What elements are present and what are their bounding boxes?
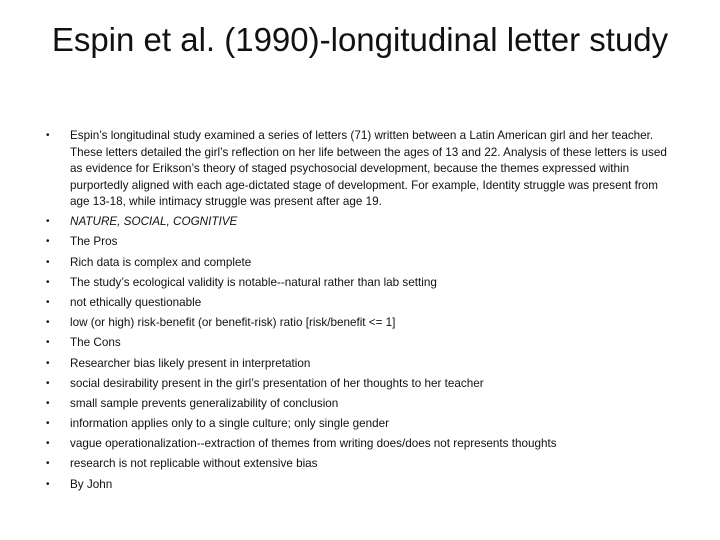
bullet-item xyxy=(40,356,680,373)
bullet-marker: • xyxy=(46,317,50,329)
bullet-item xyxy=(40,335,680,352)
bullet-marker: • xyxy=(46,130,50,141)
bullet-marker: • xyxy=(46,256,50,268)
bullet-text: NATURE, SOCIAL, COGNITIVE xyxy=(70,215,238,229)
bullet-text: information applies only to a single culture; only single gender xyxy=(70,417,389,431)
bullet-text: By John xyxy=(70,477,113,491)
bullet-item xyxy=(40,396,680,413)
bullet-item xyxy=(40,456,680,473)
bullet-item xyxy=(40,436,680,453)
bullet-marker: • xyxy=(46,397,50,409)
bullet-text: Researcher bias likely present in interpretation xyxy=(70,356,311,370)
bullet-item xyxy=(40,234,680,251)
bullet-text: small sample prevents generalizability of conclusion xyxy=(70,396,339,410)
bullet-marker: • xyxy=(46,216,50,228)
bullet-marker: • xyxy=(46,418,50,430)
bullet-text: low (or high) risk-benefit (or benefit-risk) ratio [risk/benefit <= 1] xyxy=(70,316,396,330)
bullet-marker: • xyxy=(46,276,50,288)
bullet-text: Rich data is complex and complete xyxy=(70,255,252,269)
bullet-text: The Cons xyxy=(70,336,121,350)
bullet-marker: • xyxy=(46,438,50,450)
bullet-item xyxy=(40,416,680,433)
bullet-text: social desirability present in the girl’s presentation of her thoughts to her teacher xyxy=(70,376,484,390)
bullet-item xyxy=(40,315,680,332)
bullet-text: The Pros xyxy=(70,235,118,249)
bullet-text: The study’s ecological validity is notable--natural rather than lab setting xyxy=(70,275,437,289)
bullet-marker: • xyxy=(46,337,50,349)
bullet-item xyxy=(40,376,680,393)
bullet-item xyxy=(40,477,680,494)
bullet-item xyxy=(40,255,680,272)
bullet-item xyxy=(40,295,680,312)
bullet-item xyxy=(40,275,680,292)
bullet-text: vague operationalization--extraction of themes from writing does/does not represents thoughts xyxy=(70,437,557,451)
bullet-item xyxy=(40,128,680,211)
bullet-marker: • xyxy=(46,377,50,389)
bullet-text: not ethically questionable xyxy=(70,295,202,309)
bullet-marker: • xyxy=(46,478,50,490)
bullet-marker: • xyxy=(46,357,50,369)
bullet-marker: • xyxy=(46,458,50,470)
bullet-text: Espin’s longitudinal study examined a series of letters (71) written between a Latin American girl and her teacher. These letters detailed the girl’s reflection on her life between the ages of 13 and 22. Analysis of these letters is used as evidence for Erikson’s theory of staged psychosocial development, because the themes expressed within purportedly aligned with each age-dictated stage of development. For example, Identity struggle was present from age 13-18, while intimacy struggle was present after age 19. xyxy=(70,129,667,208)
bullet-marker: • xyxy=(46,296,50,308)
bullet-list xyxy=(40,128,680,497)
bullet-item xyxy=(40,214,680,231)
bullet-marker: • xyxy=(46,236,50,248)
slide-title: Espin et al. (1990)-longitudinal letter study xyxy=(51,21,669,58)
bullet-text: research is not replicable without extensive bias xyxy=(70,457,318,471)
